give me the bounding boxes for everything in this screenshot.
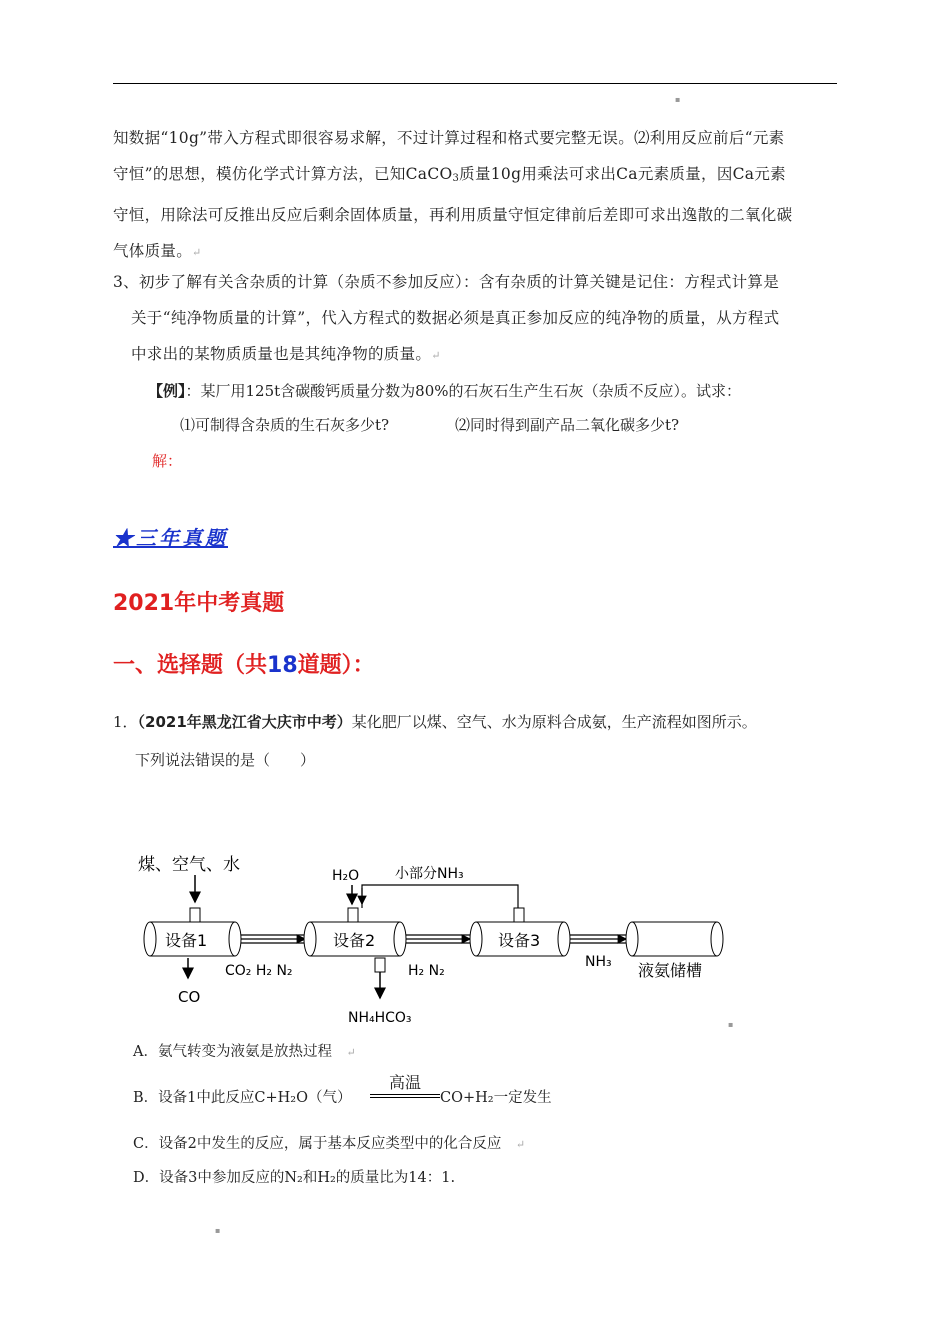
para-line: 知数据“10g”带入方程式即很容易求解，不过计算过程和格式要完整无误。⑵利用反应前后“元素 xyxy=(113,129,785,147)
reaction-condition: 高温 xyxy=(370,1070,440,1100)
answer-label: 解： xyxy=(152,452,183,470)
option-b[interactable]: B．设备1中此反应C+H₂O（气） xyxy=(133,1090,352,1106)
raw-inputs-label: 煤、空气、水 xyxy=(138,855,240,875)
three-year-title: ★三年真题 xyxy=(113,526,228,550)
footer-dot: ▪ xyxy=(215,1226,221,1235)
header-dot: ▪ xyxy=(675,95,681,104)
option-c[interactable]: C．设备2中发生的反应，属于基本反应类型中的化合反应 ↵ xyxy=(133,1136,526,1152)
byproduct-label: NH₄HCO₃ xyxy=(348,1010,412,1026)
question-source: （2021年黑龙江省大庆市中考） xyxy=(137,713,352,731)
header-rule xyxy=(113,83,837,84)
para-line: 关于“纯净物质量的计算”，代入方程式的数据必须是真正参加反应的纯净物的质量，从方程式 xyxy=(131,309,780,327)
device1 xyxy=(144,922,241,956)
flow-arrow-3 xyxy=(570,935,626,943)
diagram-dot: ▪ xyxy=(728,1020,734,1029)
device1-inlet xyxy=(190,908,200,922)
device2-inlet xyxy=(348,908,358,922)
nh3-label: NH₃ xyxy=(585,954,612,970)
option-d[interactable]: D．设备3中参加反应的N₂和H₂的质量比为14：1. xyxy=(133,1170,456,1186)
paragraph-impurity xyxy=(113,264,843,374)
year-title: 2021年中考真题 xyxy=(113,591,285,616)
option-a[interactable]: A．氨气转变为液氨是放热过程 ↵ xyxy=(133,1044,356,1060)
example-text: ：某厂用125t含碳酸钙质量分数为80%的石灰石生产生石灰（杂质不反应）。试求： xyxy=(185,382,742,400)
question-1 xyxy=(113,703,853,779)
flow-arrow-1 xyxy=(241,935,305,943)
device3 xyxy=(470,922,570,956)
example-line xyxy=(148,380,741,401)
water-label: H₂O xyxy=(332,868,360,884)
flow-arrow-2 xyxy=(406,935,470,943)
process-flow-diagram xyxy=(120,840,740,1030)
example-question-1: ⑴可制得含杂质的生石灰多少t? xyxy=(180,416,390,434)
stream2-label: H₂ N₂ xyxy=(408,963,445,979)
example-question-2: ⑵同时得到副产品二氧化碳多少t? xyxy=(455,416,680,434)
option-b-products: CO+H₂一定发生 xyxy=(440,1090,552,1106)
device2-outlet xyxy=(375,958,385,972)
stream1-label: CO₂ H₂ N₂ xyxy=(225,963,293,979)
device2 xyxy=(304,922,406,956)
co-label: CO xyxy=(178,988,201,1006)
tank-label: 液氨储槽 xyxy=(638,961,703,980)
question-number: 1． xyxy=(113,713,138,731)
para-line: 守恒，用除法可反推出反应后剩余固体质量，再利用质量守恒定律前后差即可求出逸散的二氧化碳 xyxy=(113,206,793,224)
choice-section-title: 一、选择题（共18道题）： xyxy=(113,653,375,678)
liquid-ammonia-tank xyxy=(626,922,723,956)
device2-label: 设备2 xyxy=(333,931,376,950)
recycle-label: 小部分NH₃ xyxy=(395,866,464,882)
device1-label: 设备1 xyxy=(165,931,208,950)
para-line: 气体质量。↵ xyxy=(113,242,202,260)
recycle-line xyxy=(362,885,518,908)
question-stem-line-2: 下列说法错误的是（ ） xyxy=(135,751,316,769)
question-stem-line xyxy=(113,703,853,741)
para-line: 中求出的某物质质量也是其纯净物的质量。↵ xyxy=(131,345,441,363)
paragraph-intro xyxy=(113,120,843,271)
device3-recycle-port xyxy=(514,908,524,922)
question-stem: 某化肥厂以煤、空气、水为原料合成氨，生产流程如图所示。 xyxy=(351,713,757,731)
para-line: 3、初步了解有关含杂质的计算（杂质不参加反应）：含有杂质的计算关键是记住：方程式计算是 xyxy=(113,273,780,291)
device3-label: 设备3 xyxy=(498,931,541,950)
example-label: 【例】 xyxy=(148,382,186,400)
para-line: 守恒”的思想，模仿化学式计算方法，已知CaCO3质量10g用乘法可求出Ca元素质量，因Ca元素 xyxy=(113,165,786,184)
